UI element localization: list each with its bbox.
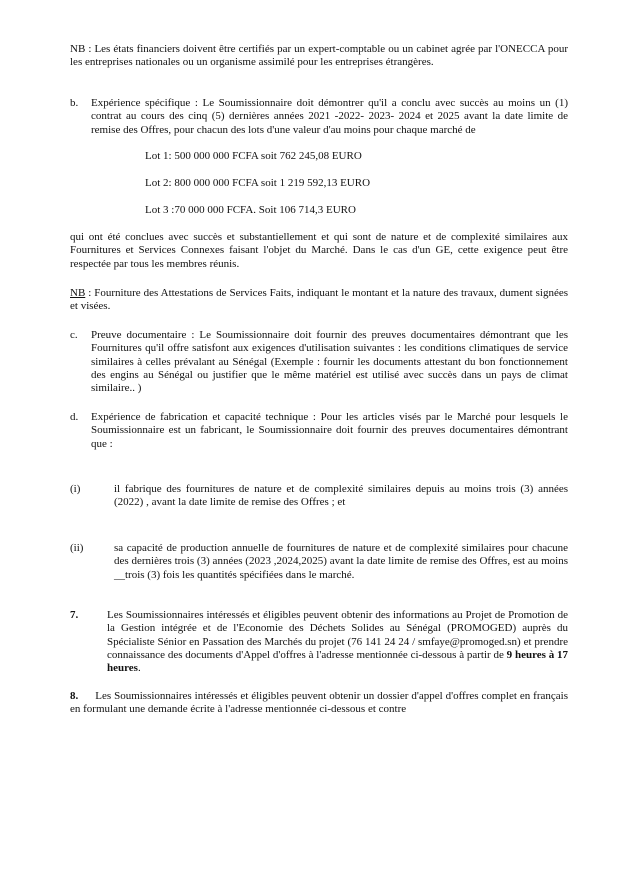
section-7-body: Les Soumissionnaires intéressés et éligibles peuvent obtenir des informations au Projet de Promotion de la Gestion intégrée et de l'Economie des Déchets Solides au Sénégal (PROMOGED) auprès du Spécialiste Sénior en Passation des Marchés du projet (76 141 24 24 / smfaye@promoged.sn) et prendre connaissance des documents d'Appel d'offres à l'adresse mentionnée ci-dessous à partir de xyxy=(107,609,568,661)
item-c-text: Preuve documentaire : Le Soumissionnaire doit fournir des preuves documentaires démontrant que les Fournitures qu'il offre satisfont aux exigences d'utilisation suivantes : les conditions climatiques de service similaires à celles prévalant au Sénégal (Exemple : fournir les documents attestant du bon fonctionnement des engins au Sénégal ou justifier que le même matériel est utilisé avec succès dans un pays de climat similaire.. ) xyxy=(91,329,568,395)
item-i-label: (i) xyxy=(70,483,81,495)
item-d-text: Expérience de fabrication et capacité technique : Pour les articles visés par le Marché pour lesquels le Soumissionnaire est un fabricant, le Soumissionnaire doit fournir des preuves documentaires démontrant que : xyxy=(91,411,568,450)
item-c-label: c. xyxy=(70,329,78,341)
nb-attestations-text: : Fourniture des Attestations de Services Faits, indiquant le montant et la nature des travaux, dument signées et visées. xyxy=(70,287,568,313)
item-d-label: d. xyxy=(70,411,79,423)
nb-attestations-prefix: NB xyxy=(70,287,86,299)
item-b-followup: qui ont été conclues avec succès et substantiellement et qui sont de nature et de complexité similaires aux Fournitures et Services Connexes faisant l'objet du Marché. Dans le cas d'un GE, cette exigence peut être respectée par tous les membres réunis. xyxy=(70,231,568,270)
nb-attestations xyxy=(70,287,568,314)
section-7-hours: 9 heures à 17 heures xyxy=(107,648,569,675)
section-8-number: 8. xyxy=(70,690,79,702)
section-7-end: . xyxy=(137,662,141,675)
section-8 xyxy=(70,690,568,717)
item-ii-label: (ii) xyxy=(70,542,84,554)
lot-2: Lot 2: 800 000 000 FCFA soit 1 219 592,13 EURO xyxy=(145,177,371,189)
lot-1: Lot 1: 500 000 000 FCFA soit 762 245,08 EURO xyxy=(145,150,362,162)
item-b-label: b. xyxy=(70,97,79,109)
section-7-text xyxy=(107,609,568,675)
lot-3: Lot 3 :70 000 000 FCFA. Soit 106 714,3 EURO xyxy=(145,204,356,216)
item-ii-text: sa capacité de production annuelle de fournitures de nature et de complexité similaires pour chacune des dernières trois (3) années (2023 ,2024,2025) avant la date limite de remise des Offres, est au moins __trois (3) fois les quantités spécifiées dans le marché. xyxy=(114,542,568,581)
section-7-number: 7. xyxy=(70,609,79,621)
nb-financial-statements: NB : Les états financiers doivent être certifiés par un expert-comptable ou un cabinet agrée par l'ONECCA pour les entreprises nationales ou un organisme assimilé pour les entreprises étrangères. xyxy=(70,43,568,69)
section-8-text: Les Soumissionnaires intéressés et éligibles peuvent obtenir un dossier d'appel d'offres complet en français en formulant une demande écrite à l'adresse mentionnée ci-dessous et contre xyxy=(70,690,568,716)
item-i-text: il fabrique des fournitures de nature et de complexité similaires depuis au moins trois (3) années (2022) , avant la date limite de remise des Offres ; et xyxy=(114,483,568,509)
item-b-text: Expérience spécifique : Le Soumissionnaire doit démontrer qu'il a conclu avec succès au moins un (1) contrat au cours des cinq (5) dernières années 2021 -2022- 2023- 2024 et 2025 avant la date limite de remise des Offres, pour chacun des lots d'une valeur d'au moins pour chaque marché de xyxy=(91,97,568,136)
